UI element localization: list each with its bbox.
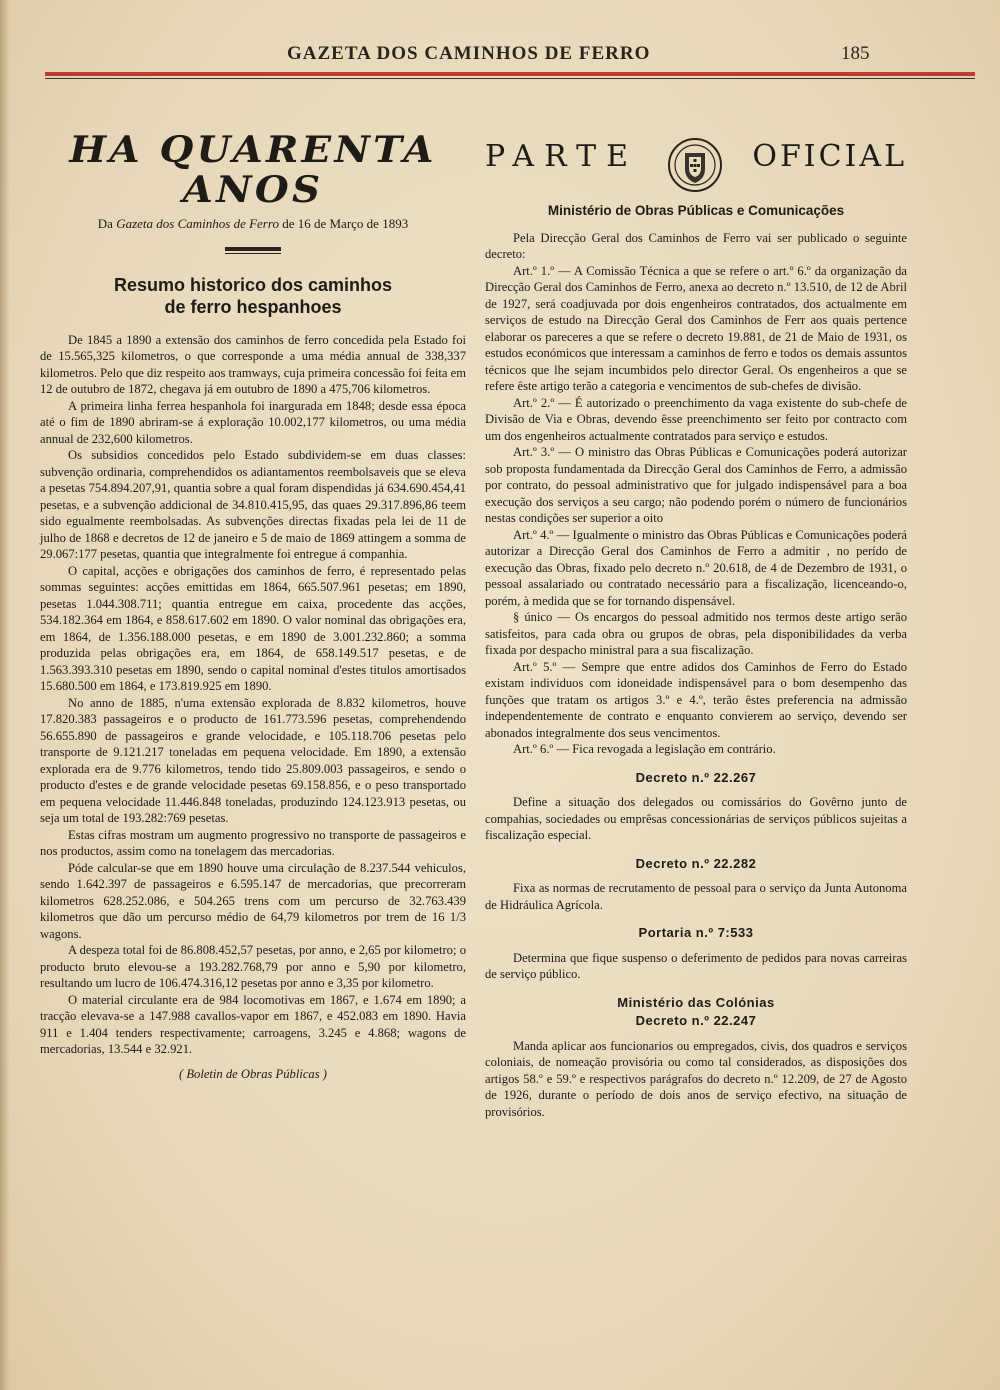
decree-title: Decreto n.º 22.267 <box>635 769 757 785</box>
page-edge-shadow <box>0 0 10 1390</box>
decree-summary: Manda aplicar aos funcionarios ou empregados, civis, dos quadros e serviços coloniais, de nomeação provisória ou como tal considerados, as disposições dos artigos 58.º e 59.º e respectivos parágrafos do decreto n.º 12.209, de 27 de Agosto de 1926, durante o período de dois anos de serviço efectivo, na situação de provisórios. <box>485 1038 907 1119</box>
decree-title: Decreto n.º 22.247 <box>635 1013 757 1028</box>
decree-article: Art.º 6.º — Fica revogada a legislação em contrário. <box>513 742 776 756</box>
article-title-line-1: Resumo historico dos caminhos <box>113 274 393 295</box>
running-header <box>45 43 975 73</box>
page-number: 185 <box>841 43 870 64</box>
decree-article: Art.º 1.º — A Comissão Técnica a que se refere o art.º 6.º da organização da Direcção Geral dos Caminhos de Ferro, anexa ao decreto n.º 13.510, de 12 de Abril de 1927, será coadjuvada por dois engenheiros contratados, dos actualmente em serviços de estudo na Direcção Geral dos Caminhos de Ferr aos quais pertence elaborar os pareceres a que se refere o decreto 19.881, de 21 de Maio de 1931, os estudos económicos que interessam a caminhos de ferro e todos os demais assuntos técnicos que lhe sejam incumbidos pelo director Geral. Os engenheiros a que se refere êste artigo terão a categoria e vencimentos de sub-chefes de divisão. <box>485 263 907 393</box>
article-source: ( Boletin de Obras Públicas ) <box>179 1066 327 1081</box>
header-rule <box>45 78 975 79</box>
decree-article: § único — Os encargos do pessoal admitido nos termos deste artigo serão satisfeitos, para cada obra ou grupos de obras, pela disponibilidades da verba fixada por despacho ministral para a sua fiscalização. <box>485 610 907 657</box>
section-title: HA QUARENTA ANOS <box>69 129 437 211</box>
article-paragraph: Os subsidios concedidos pelo Estado subdividem-se em duas classes: subvenção ordinaria, comprehendidos os adiantamentos reembolsaveis que se eleva a pesetas 754.894.207,91, quantia sobre a qual foram dispendidas já 634.690.454,41 pesetas, e a subvenção addicional de 34.810.415,95, das quaes 29.317.896,86 teem sido egualmente reembolsadas. As subvenções directas fixadas pela lei de 11 de julho de 1868 e decretos de 12 de janeiro e 5 de maio de 1869 attingem a somma de 29.067:177 pesetas, quantia que integralmente foi entregue á companhia. <box>40 448 466 561</box>
article-paragraph: Póde calcular-se que em 1890 houve uma circulação de 8.237.544 vehiculos, sendo 1.642.397 de passageiros e 6.595.147 de mercadorias, que precorreram kilometros 628.252.086, e 504.265 trens com um percurso de 32.763.439 kilometros que dão um percurso médio de 64,79 kilometros por trem de 16 1/3 wagons. <box>40 860 466 941</box>
article-title-line-2: de ferro hespanhoes <box>164 296 342 317</box>
subtitle-journal: Gazeta dos Caminhos de Ferro <box>116 216 279 231</box>
decree-article: Art.º 4.º — Igualmente o ministro das Obras Públicas e Comunicações poderá autorizar a Direcção Geral dos Caminhos de Ferro a admitir , no perído de execução das Obras, fixado pelo decreto n.º 20.618, de 4 de Dezembro de 1931, o pessoal assalariado ou contratado necessário para a fiscalização, licenceando-o, porém, à medida que se for tornando dispensável. <box>485 527 907 608</box>
article-paragraph: O capital, acções e obrigações dos caminhos de ferro, é representado pelas sommas seguintes: acções emittidas em 1864, 665.507.961 pesetas; em 1890, pesetas 1.044.308.711; quantia entregue em caixa, procedente das acções, 534.182.364 em 1864, e 858.617.602 em 1890. O valor nominal das obrigações era, em 1864, de 1.356.188.000 pesetas, e em 1890 de 3.001.232.860; a somma produzida pelas obrigações era, em 1864, de 658.149.517 pesetas, e de 1.563.393.310 pesetas em 1890, sendo o capital nominal d'estes titulos amortisados 15.680.500 em 1864, e 173.819.925 em 1890. <box>40 563 466 693</box>
ministry-title: Ministério das Colónias <box>617 994 775 1010</box>
running-title: GAZETA DOS CAMINHOS DE FERRO <box>287 43 651 64</box>
portaria-title: Portaria n.º 7:533 <box>638 925 754 940</box>
subtitle-prefix: Da <box>97 216 113 231</box>
title-divider <box>225 247 281 251</box>
decree-article: Art.º 2.º — É autorizado o preenchimento da vaga existente do sub-chefe de Divisão de Via e Obras, devendo êsse preenchimento ser feito por contracto com um dos engenheiros actualmente contratados para serviço e estudos. <box>485 395 907 443</box>
article-title <box>40 274 466 318</box>
coat-of-arms-icon <box>667 135 723 195</box>
decree-summary: Fixa as normas de recrutamento de pessoal para o serviço da Junta Autonoma de Hidráulica Agrícola. <box>485 881 907 912</box>
article-paragraph: Estas cifras mostram um augmento progressivo no transporte de passageiros e nos productos, assim como na tonelagem das mercadorias. <box>40 827 466 858</box>
ministry-title: Ministério de Obras Públicas e Comunicações <box>547 203 845 218</box>
article-paragraph: A despeza total foi de 86.808.452,57 pesetas, por anno, e 2,65 por kilometro; o producto bruto elevou-se a 193.282.768,79 por anno e 5,90 por kilometro, resultando um lucro de 106.474.316,12 pesetas por anno e 3,35 por kilometro. <box>40 943 466 990</box>
parte-oficial-heading <box>485 135 907 195</box>
decree-title: Decreto n.º 22.282 <box>635 855 757 871</box>
subtitle-suffix: de 16 de Março de 1893 <box>282 216 409 231</box>
title-divider-thin <box>225 253 281 254</box>
article-paragraph: De 1845 a 1890 a extensão dos caminhos de ferro concedida pela Estado foi de 15.565,325 kilometros, o que corresponde a uma média annual de 338,337 kilometros. Pelo que diz respeito aos tramways, cuja primeira concessão foi feita em 12 de outubro de 1872, chegava já em outubro de 1890 a 475,706 kilometros. <box>40 332 466 396</box>
article-paragraph: No anno de 1885, n'uma extensão explorada de 8.832 kilometros, houve 17.820.383 passageiros e o producto de 161.773.596 pesetas, comprehendendo 56.655.890 de passageiros e grande velocidade, e 105.118.706 pesetas pelo transporte de 9.121.217 toneladas em pequena velocidade. Em 1890, a extensão explorada era de 9.776 kilometros, tendo tido 25.809.003 passageiros, e sendo o producto d'estes e de grande velocidade pesetas 69.158.856, e o peso transportado em pequena velocidade 11.446.848 toneladas, produzindo 124.123.913 pesetas, ou seja um total de 193.282:769 pesetas. <box>40 695 466 825</box>
decree-article: Art.º 3.º — O ministro das Obras Públicas e Comunicações poderá autorizar sob proposta fundamentada da Direcção Geral dos Caminhos de Ferro, a admissão por contrato, do pessoal administrativo que for julgado indispensável para a boa execução dos serviços a seu cargo; não podendo porém o número de funcionários nestas condições ser superior a oito <box>485 445 907 525</box>
header-rule-red <box>45 72 975 76</box>
parte-word: PARTE <box>485 139 639 174</box>
section-subtitle <box>40 216 466 233</box>
right-column <box>485 135 907 1120</box>
decree-article: Art.º 5.º — Sempre que entre adidos dos Caminhos de Ferro do Estado existam individuos com idoneidade indispensável para o bom desempenho das funções que tratam os artigos 3.º e 4.º, terão êstes preferencia na admissão independentemente de contrato e enquanto convierem ao serviço, devendo ser abonados integralmente dos seus vencimentos. <box>485 659 907 740</box>
oficial-word: OFICIAL <box>752 139 907 174</box>
left-column <box>40 130 466 1082</box>
decree-intro: Pela Direcção Geral dos Caminhos de Ferro vai ser publicado o seguinte decreto: <box>485 230 907 261</box>
article-paragraph: O material circulante era de 984 locomotivas em 1867, e 1.674 em 1890; a tracção elevava-se a 147.988 cavallos-vapor em 1867, e 452.083 em 1890. Havia 911 e 1.404 tenders respectivamente; carroagens, 3.245 e 4.868; wagons de mercadorias, 13.544 e 32.921. <box>40 992 466 1056</box>
decree-summary: Define a situação dos delegados ou comissários do Govêrno junto de compahias, sociedades ou emprêsas concessionárias de serviços públicos sujeitas a fiscalização especial. <box>485 795 907 842</box>
article-paragraph: A primeira linha ferrea hespanhola foi inargurada em 1848; desde essa época até o fim de 1890 abriram-se á exploração 10.002,177 kilometros, ou uma média annual de 232,600 kilometros. <box>40 398 466 446</box>
portaria-summary: Determina que fique suspenso o deferimento de pedidos para novas carreiras de serviço público. <box>485 950 907 981</box>
